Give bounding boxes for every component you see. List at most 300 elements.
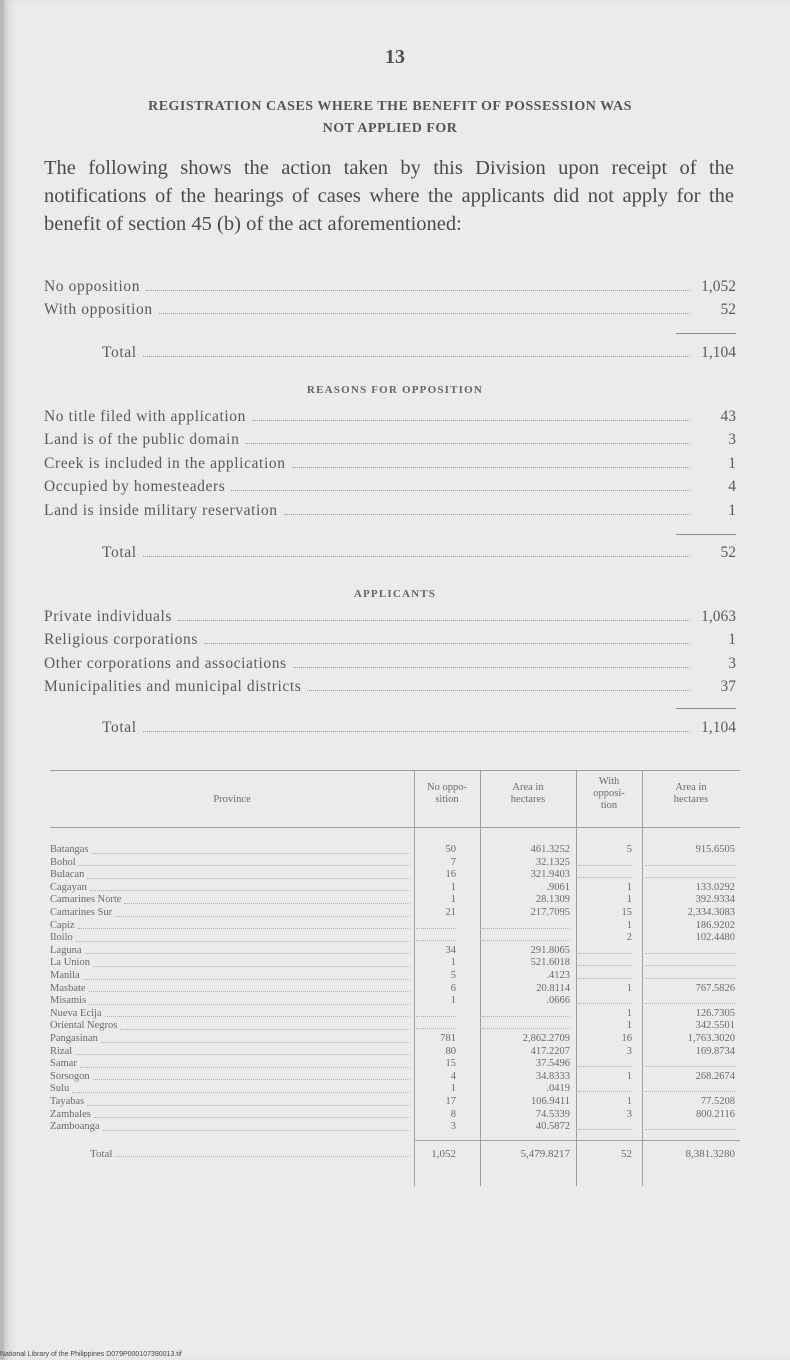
table-row xyxy=(50,1096,740,1109)
reason-label: Land is inside military reservation xyxy=(44,501,278,519)
reason-value: 1 xyxy=(728,501,736,519)
applicants-total xyxy=(44,713,736,737)
empty-cell-dots xyxy=(416,1008,456,1017)
area-no-opposition-cell: 20.8114 xyxy=(536,982,570,994)
leader-dots xyxy=(178,620,690,621)
leader-dots xyxy=(78,920,411,930)
summary-list xyxy=(44,272,736,362)
with-opposition-cell xyxy=(578,970,632,979)
with-opposition-cell xyxy=(578,1083,632,1092)
table-row xyxy=(50,1020,740,1033)
area-no-opposition-cell: .0666 xyxy=(546,995,570,1007)
area-no-opposition-cell xyxy=(482,932,570,941)
province-name: Cagayan xyxy=(50,881,87,893)
section-heading-line-2: NOT APPLIED FOR xyxy=(322,121,458,136)
province-cell xyxy=(50,983,412,996)
leader-dots xyxy=(72,1083,410,1093)
province-cell xyxy=(50,1083,412,1096)
reason-item xyxy=(44,426,736,450)
header-area-line: hectares xyxy=(673,794,709,805)
with-opposition-cell: 1 xyxy=(626,1070,632,1082)
leader-dots xyxy=(87,1096,410,1106)
area-with-opposition-cell xyxy=(645,957,735,966)
no-opposition-cell xyxy=(416,920,456,929)
area-no-opposition-cell: .4123 xyxy=(546,970,570,981)
applicant-label: Private individuals xyxy=(44,607,173,625)
province-name: Sulu xyxy=(50,1083,70,1095)
province-cell xyxy=(50,882,412,895)
with-opposition-cell: 1 xyxy=(626,919,632,931)
with-opposition-cell: 3 xyxy=(626,1045,632,1057)
no-opposition-cell: 34 xyxy=(445,944,456,956)
leader-dots xyxy=(80,1058,410,1068)
no-opposition-cell: 4 xyxy=(450,1070,456,1082)
area-with-opposition-cell xyxy=(645,1121,735,1130)
table-top-rule xyxy=(50,770,740,771)
province-name: Camarines Sur xyxy=(50,907,113,918)
leader-dots xyxy=(284,514,690,515)
area-with-opposition-cell: 2,334.3083 xyxy=(687,907,735,918)
area-with-opposition-cell xyxy=(645,869,735,878)
empty-cell-dots xyxy=(645,1058,735,1067)
reason-item xyxy=(44,473,736,497)
reasons-list xyxy=(44,402,736,562)
province-cell xyxy=(50,907,412,920)
reasons-total xyxy=(44,539,736,563)
empty-cell-dots xyxy=(416,920,456,929)
applicant-item xyxy=(44,626,736,650)
province-cell xyxy=(50,945,412,958)
reason-label: Creek is included in the application xyxy=(44,454,286,472)
with-opposition-cell xyxy=(578,857,632,866)
area-with-opposition-cell: 268.2674 xyxy=(695,1070,735,1082)
leader-dots xyxy=(120,1020,410,1030)
area-no-opposition-cell: 217.7095 xyxy=(530,907,570,918)
leader-dots xyxy=(93,1071,410,1081)
with-opposition-cell: 1 xyxy=(626,982,632,994)
empty-cell-dots xyxy=(578,857,632,866)
with-opposition-cell: 5 xyxy=(626,844,632,855)
area-with-opposition-cell: 133.0292 xyxy=(695,881,735,893)
province-cell xyxy=(50,894,412,907)
area-no-opposition-cell: 321.9403 xyxy=(530,869,570,881)
applicants-list xyxy=(44,602,736,737)
header-area-2 xyxy=(642,782,740,806)
total-label: Total xyxy=(90,1147,113,1160)
province-cell xyxy=(50,857,412,870)
province-cell xyxy=(50,869,412,882)
area-no-opposition-cell: 461.3252 xyxy=(530,844,570,855)
province-cell xyxy=(50,1096,412,1109)
province-cell xyxy=(50,1121,412,1134)
with-opposition-cell: 1 xyxy=(626,1020,632,1032)
empty-cell-dots xyxy=(578,1121,632,1130)
leader-dots xyxy=(89,983,410,993)
table-row xyxy=(50,1071,740,1084)
area-no-opposition-cell: .9061 xyxy=(546,881,570,893)
reason-value: 1 xyxy=(728,454,736,472)
header-with-opposition-line: With xyxy=(598,776,620,787)
with-opposition-cell: 1 xyxy=(626,1007,632,1019)
no-opposition-cell: 15 xyxy=(445,1058,456,1070)
province-name: Sorsogon xyxy=(50,1070,90,1082)
area-no-opposition-cell: 106.9411 xyxy=(531,1096,570,1107)
leader-dots xyxy=(85,945,411,955)
province-name: Laguna xyxy=(50,944,82,956)
empty-cell-dots xyxy=(416,932,456,941)
province-cell xyxy=(50,844,412,857)
leader-dots xyxy=(101,1033,410,1043)
footer-credit: National Library of the Philippines D079P000107390013.tif xyxy=(0,1351,182,1358)
area-with-opposition-cell: 186.9202 xyxy=(695,919,735,931)
area-no-opposition-cell: 521.6018 xyxy=(530,957,570,969)
leader-dots xyxy=(124,894,410,904)
leader-dots xyxy=(204,643,690,644)
area-no-opposition-cell: 291.8065 xyxy=(530,944,570,956)
reason-value: 43 xyxy=(720,407,736,425)
header-with-opposition-line: tion xyxy=(600,800,618,811)
area-with-opposition-cell: 392.9334 xyxy=(695,894,735,906)
area-with-opposition-cell xyxy=(645,995,735,1004)
province-name: Capiz xyxy=(50,919,75,931)
leader-dots xyxy=(103,1121,410,1131)
no-opposition-cell: 8 xyxy=(450,1108,456,1120)
applicant-value: 3 xyxy=(728,654,736,672)
with-opposition-cell: 1 xyxy=(626,894,632,906)
empty-cell-dots xyxy=(645,857,735,866)
header-area-line: Area in xyxy=(675,782,707,793)
reason-item xyxy=(44,449,736,473)
province-name: Tayabas xyxy=(50,1096,85,1107)
table-row xyxy=(50,945,740,958)
leader-dots xyxy=(245,443,690,444)
leader-dots xyxy=(292,467,690,468)
province-name: Oriental Negros xyxy=(50,1020,118,1032)
page-edge-shadow xyxy=(0,0,4,1360)
applicant-item xyxy=(44,602,736,626)
province-cell xyxy=(50,1046,412,1059)
no-opposition-cell: 781 xyxy=(440,1033,456,1044)
no-opposition-cell: 21 xyxy=(445,907,456,918)
leader-dots xyxy=(94,1109,410,1119)
table-row xyxy=(50,1046,740,1059)
applicant-value: 1 xyxy=(728,631,736,648)
table-row xyxy=(50,907,740,920)
empty-cell-dots xyxy=(482,920,570,929)
with-opposition-cell: 3 xyxy=(626,1108,632,1120)
with-opposition-cell: 2 xyxy=(626,932,632,944)
province-cell xyxy=(50,1109,412,1122)
summary-item-value: 1,052 xyxy=(701,277,736,295)
total-area-with-opposition: 8,381.3280 xyxy=(685,1147,735,1160)
sum-rule xyxy=(676,534,736,535)
area-with-opposition-cell: 800.2116 xyxy=(696,1108,735,1120)
applicants-heading: APPLICANTS xyxy=(353,588,437,600)
province-name: Batangas xyxy=(50,844,89,855)
leader-dots xyxy=(307,690,690,691)
no-opposition-cell: 1 xyxy=(450,957,456,969)
area-no-opposition-cell xyxy=(482,1020,570,1029)
no-opposition-cell xyxy=(416,1008,456,1017)
area-no-opposition-cell: 417.2207 xyxy=(530,1045,570,1057)
province-name: Camarines Norte xyxy=(50,894,122,906)
province-cell xyxy=(50,932,412,945)
area-with-opposition-cell: 169.8734 xyxy=(695,1045,735,1057)
leader-dots xyxy=(90,882,410,892)
empty-cell-dots xyxy=(482,932,570,941)
total-area-no-opposition: 5,479.8217 xyxy=(520,1147,570,1160)
reason-item xyxy=(44,402,736,426)
area-with-opposition-cell: 1,763.3020 xyxy=(687,1033,735,1044)
no-opposition-cell: 7 xyxy=(450,856,456,868)
province-table xyxy=(50,770,740,1186)
area-with-opposition-cell: 915.6505 xyxy=(695,844,735,855)
page-number: 13 xyxy=(385,46,405,68)
section-heading xyxy=(60,96,720,140)
applicants-total-value: 1,104 xyxy=(701,718,736,736)
intro-paragraph: The following shows the action taken by this Division upon receipt of the notifications of the hearings of cases where the applicants did not apply for the benefit of section 45 (b) of the act aforementioned: xyxy=(44,157,734,235)
applicant-value: 1,063 xyxy=(701,607,736,625)
area-with-opposition-cell xyxy=(645,945,735,954)
no-opposition-cell: 5 xyxy=(450,970,456,981)
reason-value: 3 xyxy=(728,431,736,448)
leader-dots xyxy=(146,290,690,291)
leader-dots xyxy=(75,1046,410,1056)
leader-dots xyxy=(92,844,411,854)
area-no-opposition-cell: 40.5872 xyxy=(535,1121,570,1133)
leader-dots xyxy=(87,869,410,879)
header-no-opposition-line: No oppo- xyxy=(427,782,467,793)
table-row xyxy=(50,1121,740,1134)
empty-cell-dots xyxy=(578,1058,632,1067)
with-opposition-cell: 1 xyxy=(626,881,632,893)
header-province: Province xyxy=(213,794,251,805)
empty-cell-dots xyxy=(645,970,735,979)
table-row xyxy=(50,920,740,933)
area-with-opposition-cell xyxy=(645,1058,735,1067)
table-header-rule xyxy=(50,827,740,828)
sum-rule xyxy=(676,333,736,334)
table-row xyxy=(50,957,740,970)
header-area-line: Area in xyxy=(512,782,544,793)
no-opposition-cell: 80 xyxy=(445,1045,456,1057)
province-cell xyxy=(50,1020,412,1033)
table-row xyxy=(50,894,740,907)
empty-cell-dots xyxy=(645,869,735,878)
area-no-opposition-cell: 28.1309 xyxy=(535,894,570,906)
area-no-opposition-cell: 74.5339 xyxy=(535,1108,570,1120)
table-row xyxy=(50,857,740,870)
leader-dots xyxy=(252,420,690,421)
area-with-opposition-cell: 77.5208 xyxy=(700,1096,735,1107)
with-opposition-cell: 15 xyxy=(621,907,632,918)
total-no-opposition: 1,052 xyxy=(431,1147,456,1160)
summary-total-value: 1,104 xyxy=(701,343,736,361)
reason-item xyxy=(44,496,736,520)
no-opposition-cell: 6 xyxy=(450,982,456,994)
table-total-rule xyxy=(414,1140,740,1141)
header-no-opposition xyxy=(414,782,480,806)
leader-dots xyxy=(159,313,690,314)
summary-total-label: Total xyxy=(102,343,137,361)
reasons-total-value: 52 xyxy=(720,544,736,561)
reason-value: 4 xyxy=(728,478,736,495)
empty-cell-dots xyxy=(645,1083,735,1092)
empty-cell-dots xyxy=(578,970,632,979)
empty-cell-dots xyxy=(578,995,632,1004)
header-area-line: hectares xyxy=(510,794,546,805)
leader-dots xyxy=(76,932,410,942)
province-cell xyxy=(50,920,412,933)
reasons-heading: REASONS FOR OPPOSITION xyxy=(306,384,484,396)
empty-cell-dots xyxy=(416,1020,456,1029)
applicant-item xyxy=(44,649,736,673)
with-opposition-cell xyxy=(578,1058,632,1067)
area-with-opposition-cell xyxy=(645,1083,735,1092)
table-total-row xyxy=(50,1148,740,1161)
leader-dots xyxy=(115,1148,410,1158)
leader-dots xyxy=(79,857,410,867)
applicant-label: Other corporations and associations xyxy=(44,654,287,672)
applicants-total-label: Total xyxy=(102,718,137,736)
applicant-item xyxy=(44,673,736,697)
with-opposition-cell xyxy=(578,995,632,1004)
summary-item-label: With opposition xyxy=(44,301,153,318)
province-name: Zambales xyxy=(50,1108,91,1120)
applicant-label: Municipalities and municipal districts xyxy=(44,678,302,695)
reasons-total-label: Total xyxy=(102,544,137,561)
leader-dots xyxy=(89,995,410,1005)
empty-cell-dots xyxy=(578,869,632,878)
area-with-opposition-cell: 342.5501 xyxy=(695,1020,735,1032)
table-row xyxy=(50,995,740,1008)
province-name: La Union xyxy=(50,957,90,969)
with-opposition-cell xyxy=(578,945,632,954)
area-no-opposition-cell: 37.5496 xyxy=(535,1058,570,1070)
province-name: Rizal xyxy=(50,1045,73,1057)
leader-dots xyxy=(293,667,690,668)
no-opposition-cell: 16 xyxy=(445,869,456,881)
table-row xyxy=(50,869,740,882)
empty-cell-dots xyxy=(578,945,632,954)
with-opposition-cell xyxy=(578,1121,632,1130)
summary-item-label: No opposition xyxy=(44,277,141,295)
area-no-opposition-cell xyxy=(482,920,570,929)
province-name: Iloilo xyxy=(50,932,73,944)
empty-cell-dots xyxy=(645,945,735,954)
table-row xyxy=(50,1109,740,1122)
area-no-opposition-cell: 2,862.2709 xyxy=(522,1033,570,1044)
province-name: Zamboanga xyxy=(50,1121,100,1133)
leader-dots xyxy=(143,731,690,732)
header-area-1 xyxy=(480,782,576,806)
area-no-opposition-cell: .0419 xyxy=(546,1083,570,1095)
header-with-opposition-line: opposi- xyxy=(593,788,625,799)
province-name: Pangasinan xyxy=(50,1033,98,1044)
area-with-opposition-cell xyxy=(645,970,735,979)
reason-label: Occupied by homesteaders xyxy=(44,478,226,495)
table-row xyxy=(50,970,740,983)
area-no-opposition-cell xyxy=(482,1008,570,1017)
table-row xyxy=(50,1033,740,1046)
no-opposition-cell: 1 xyxy=(450,995,456,1007)
reason-label: No title filed with application xyxy=(44,407,246,425)
province-name: Bohol xyxy=(50,856,76,868)
province-cell xyxy=(50,970,412,983)
province-name: Misamis xyxy=(50,995,87,1007)
leader-dots xyxy=(105,1008,410,1018)
no-opposition-cell: 3 xyxy=(450,1121,456,1133)
no-opposition-cell: 17 xyxy=(445,1096,456,1107)
province-name: Masbate xyxy=(50,982,86,994)
sum-rule xyxy=(676,708,736,709)
empty-cell-dots xyxy=(645,957,735,966)
table-row xyxy=(50,983,740,996)
reason-label: Land is of the public domain xyxy=(44,431,240,448)
summary-item-value: 52 xyxy=(720,301,736,318)
province-cell xyxy=(50,1033,412,1046)
no-opposition-cell: 1 xyxy=(450,1083,456,1095)
with-opposition-cell: 16 xyxy=(621,1033,632,1044)
no-opposition-cell xyxy=(416,932,456,941)
section-heading-line-1: REGISTRATION CASES WHERE THE BENEFIT OF POSSESSION WAS xyxy=(148,99,632,114)
empty-cell-dots xyxy=(578,957,632,966)
province-cell xyxy=(50,1008,412,1021)
empty-cell-dots xyxy=(482,1020,570,1029)
table-row xyxy=(50,844,740,857)
province-cell xyxy=(50,995,412,1008)
no-opposition-cell: 1 xyxy=(450,881,456,893)
province-cell xyxy=(50,1071,412,1084)
province-name: Samar xyxy=(50,1058,77,1070)
leader-dots xyxy=(143,556,690,557)
empty-cell-dots xyxy=(645,995,735,1004)
no-opposition-cell: 50 xyxy=(445,844,456,855)
table-row xyxy=(50,932,740,945)
summary-item xyxy=(44,272,736,296)
area-no-opposition-cell: 34.8333 xyxy=(535,1070,570,1082)
leader-dots xyxy=(231,490,690,491)
province-name: Bulacan xyxy=(50,869,85,881)
applicant-label: Religious corporations xyxy=(44,631,198,648)
leader-dots xyxy=(115,907,410,917)
total-label-cell xyxy=(50,1148,412,1161)
empty-cell-dots xyxy=(645,1121,735,1130)
leader-dots xyxy=(143,356,690,357)
with-opposition-cell xyxy=(578,869,632,878)
area-with-opposition-cell: 102.4480 xyxy=(695,932,735,944)
with-opposition-cell: 1 xyxy=(626,1096,632,1107)
leader-dots xyxy=(83,970,410,980)
summary-item xyxy=(44,296,736,320)
empty-cell-dots xyxy=(482,1008,570,1017)
leader-dots xyxy=(93,957,410,967)
summary-total xyxy=(44,338,736,362)
table-row xyxy=(50,1058,740,1071)
with-opposition-cell xyxy=(578,957,632,966)
header-no-opposition-line: sition xyxy=(435,794,459,805)
no-opposition-cell: 1 xyxy=(450,894,456,906)
province-name: Nueva Ecija xyxy=(50,1007,102,1019)
area-with-opposition-cell xyxy=(645,857,735,866)
header-with-opposition xyxy=(576,776,642,812)
area-no-opposition-cell: 32.1325 xyxy=(535,856,570,868)
area-with-opposition-cell: 126.7305 xyxy=(695,1007,735,1019)
area-with-opposition-cell: 767.5826 xyxy=(695,982,735,994)
province-cell xyxy=(50,957,412,970)
applicant-value: 37 xyxy=(720,678,736,695)
total-with-opposition: 52 xyxy=(621,1147,632,1160)
